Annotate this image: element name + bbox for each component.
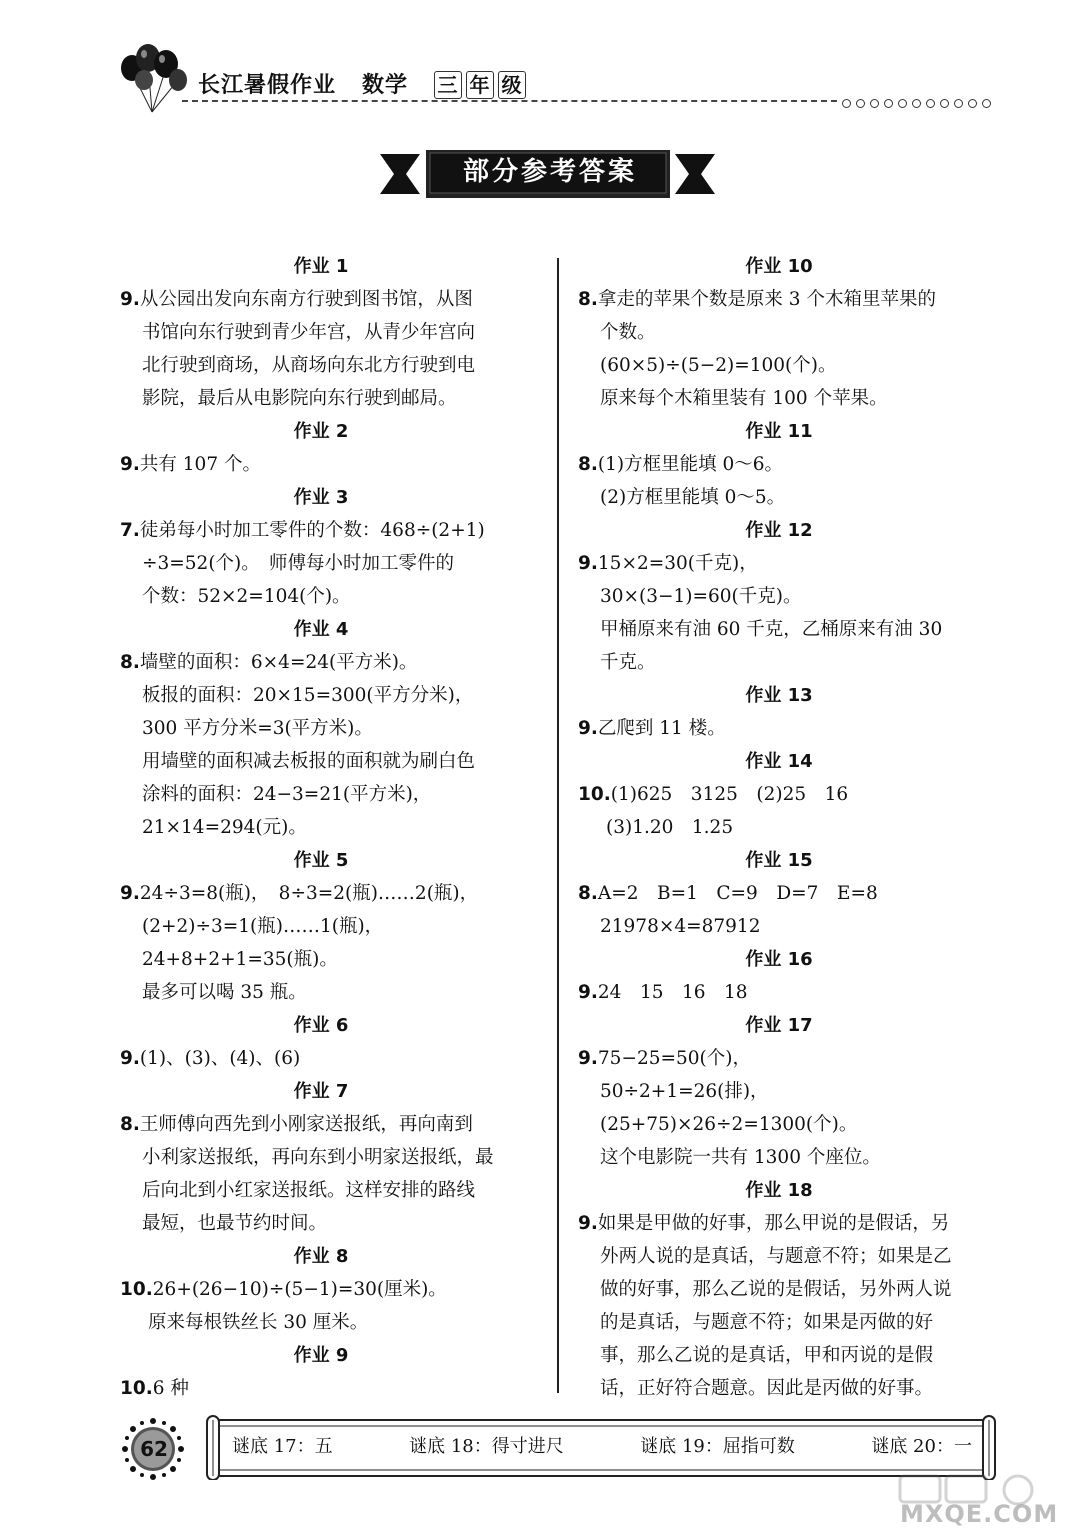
answer-line: 话，正好符合题意。因此是丙做的好事。 (600, 1378, 934, 1399)
answer-item (578, 547, 998, 679)
answer-line: 最多可以喝 35 瓶。 (142, 982, 307, 1003)
answer-line: 26+(26−10)÷(5−1)=30(厘米)。 (152, 1279, 447, 1300)
question-number: 9. (578, 1048, 598, 1069)
answer-line: (2+2)÷3=1(瓶)……1(瓶)， (142, 916, 384, 937)
grade-char: 年 (466, 71, 494, 99)
riddle-answer: 谜底 18：得寸进尺 (409, 1436, 564, 1457)
left-column (120, 250, 540, 1405)
answer-item (578, 1207, 998, 1405)
answer-line: 徒弟每小时加工零件的个数：468÷(2+1) (139, 520, 485, 541)
answer-line: 涂料的面积：24−3=21(平方米)， (142, 784, 432, 805)
series-name: 长江暑假作业 (198, 73, 337, 98)
question-number: 10. (120, 1378, 153, 1399)
question-number: 8. (120, 652, 140, 673)
page-header (0, 0, 1074, 120)
section-title: 作业 14 (745, 751, 813, 772)
answer-line: 拿走的苹果个数是原来 3 个木箱里苹果的 (597, 289, 936, 310)
answer-item (578, 778, 998, 844)
answer-item (578, 448, 998, 514)
answer-line: 影院，最后从电影院向东行驶到邮局。 (142, 388, 457, 409)
answer-line: 从公园出发向东南方行驶到图书馆，从图 (139, 289, 473, 310)
section-title: 作业 11 (745, 421, 813, 442)
section-title: 作业 8 (293, 1246, 349, 1267)
answer-line: (1)方框里能填 0～6。 (597, 454, 784, 475)
balloons-icon (118, 42, 188, 114)
answer-line: 书馆向东行驶到青少年宫，从青少年宫向 (142, 322, 476, 343)
section-title: 作业 2 (293, 421, 349, 442)
section-title: 作业 1 (293, 256, 349, 277)
answer-line: 24÷3=8(瓶)， 8÷3=2(瓶)……2(瓶)， (139, 883, 479, 904)
question-number: 9. (120, 1048, 140, 1069)
answer-line: 北行驶到商场，从商场向东北方行驶到电 (142, 355, 476, 376)
answer-line: 千克。 (600, 652, 656, 673)
question-number: 9. (120, 883, 140, 904)
answer-line: 的是真话，与题意不符；如果是丙做的好 (600, 1312, 934, 1333)
question-number: 9. (120, 454, 140, 475)
riddle-answers (232, 1432, 972, 1462)
section-title: 作业 13 (745, 685, 813, 706)
answer-line: 如果是甲做的好事，那么甲说的是假话，另 (597, 1213, 950, 1234)
answer-line: 300 平方分米=3(平方米)。 (142, 718, 373, 739)
answer-line: 板报的面积：20×15=300(平方分米)， (142, 685, 474, 706)
section-title: 作业 17 (745, 1015, 813, 1036)
answer-item (120, 1273, 540, 1339)
answer-line: 外两人说的是真话，与题意不符；如果是乙 (600, 1246, 952, 1267)
answer-line: 小利家送报纸，再向东到小明家送报纸，最 (142, 1147, 494, 1168)
question-number: 7. (120, 520, 140, 541)
answer-line: 用墙壁的面积减去板报的面积就为刷白色 (142, 751, 476, 772)
question-number: 10. (120, 1279, 153, 1300)
answer-line: 50÷2+1=26(排)， (600, 1081, 769, 1102)
question-number: 9. (578, 553, 598, 574)
answer-line: 后向北到小红家送报纸。这样安排的路线 (142, 1180, 476, 1201)
answer-line: (1)625 3125 (2)25 16 (610, 784, 849, 805)
answer-line: 24+8+2+1=35(瓶)。 (142, 949, 338, 970)
answer-line: (3)1.20 1.25 (606, 817, 734, 838)
answer-item (120, 1372, 540, 1405)
answer-line: 王师傅向西先到小刚家送报纸，再向南到 (139, 1114, 473, 1135)
answer-item (120, 646, 540, 844)
answer-line: ÷3=52(个)。 师傅每小时加工零件的 (142, 553, 454, 574)
header-divider (182, 100, 837, 102)
question-number: 9. (120, 289, 140, 310)
page-number: 62 (140, 1437, 168, 1461)
watermark-text: MXQE.COM (900, 1500, 1059, 1528)
answer-line: (1)、(3)、(4)、(6) (139, 1048, 301, 1069)
section-title: 作业 7 (293, 1081, 349, 1102)
right-column (578, 250, 998, 1405)
section-title: 作业 12 (745, 520, 813, 541)
section-title: 作业 3 (293, 487, 349, 508)
answer-item (578, 976, 998, 1009)
question-number: 9. (578, 718, 598, 739)
answer-line: 原来每个木箱里装有 100 个苹果。 (600, 388, 888, 409)
riddle-answer: 谜底 20：一 (871, 1436, 972, 1457)
answer-line: 75−25=50(个)， (597, 1048, 751, 1069)
question-number: 9. (578, 982, 598, 1003)
answer-line: 最短，也最节约时间。 (142, 1213, 328, 1234)
answer-item (120, 1042, 540, 1075)
header-title (198, 68, 530, 99)
answer-line: (2)方框里能填 0～5。 (600, 487, 786, 508)
question-number: 9. (578, 1213, 598, 1234)
answer-line: 21978×4=87912 (600, 916, 761, 937)
answer-line: 6 种 (152, 1378, 189, 1399)
answer-line: 墙壁的面积：6×4=24(平方米)。 (139, 652, 418, 673)
subject-name: 数学 (362, 73, 409, 98)
question-number: 10. (578, 784, 611, 805)
section-title: 作业 18 (745, 1180, 813, 1201)
riddle-answer: 谜底 19：屈指可数 (640, 1436, 795, 1457)
section-title: 作业 16 (745, 949, 813, 970)
question-number: 8. (120, 1114, 140, 1135)
section-title: 作业 4 (293, 619, 349, 640)
answer-item (120, 877, 540, 1009)
answer-line: 甲桶原来有油 60 千克，乙桶原来有油 30 (600, 619, 943, 640)
answer-line: 21×14=294(元)。 (142, 817, 307, 838)
answer-line: 个数：52×2=104(个)。 (142, 586, 351, 607)
answer-item (120, 1108, 540, 1240)
answer-item (578, 712, 998, 745)
section-title: 作业 10 (745, 256, 813, 277)
answer-line: 个数。 (600, 322, 656, 343)
answer-line: 15×2=30(千克)， (597, 553, 758, 574)
question-number: 8. (578, 454, 598, 475)
section-title: 作业 15 (745, 850, 813, 871)
answer-line: 24 15 16 18 (597, 982, 748, 1003)
answer-line: 乙爬到 11 楼。 (597, 718, 726, 739)
answer-item (578, 877, 998, 943)
section-title: 作业 9 (293, 1345, 349, 1366)
answer-item (120, 448, 540, 481)
answer-item (578, 283, 998, 415)
answer-item (120, 514, 540, 613)
answer-line: 这个电影院一共有 1300 个座位。 (600, 1147, 881, 1168)
riddle-answer: 谜底 17：五 (232, 1436, 333, 1457)
answer-line: A=2 B=1 C=9 D=7 E=8 (597, 883, 878, 904)
answer-line: 做的好事，那么乙说的是假话，另外两人说 (600, 1279, 952, 1300)
question-number: 8. (578, 289, 598, 310)
grade-char: 级 (498, 71, 526, 99)
answer-line: 原来每根铁丝长 30 厘米。 (148, 1312, 369, 1333)
column-divider (557, 258, 559, 1393)
question-number: 8. (578, 883, 598, 904)
answer-line: 30×(3−1)=60(千克)。 (600, 586, 802, 607)
section-title: 作业 6 (293, 1015, 349, 1036)
answer-line: 事，那么乙说的是真话，甲和丙说的是假 (600, 1345, 934, 1366)
header-dots (842, 93, 996, 112)
grade-char: 三 (434, 71, 462, 99)
section-title: 作业 5 (293, 850, 349, 871)
answer-item (120, 283, 540, 415)
answer-item (578, 1042, 998, 1174)
answer-line: 共有 107 个。 (139, 454, 261, 475)
answer-line: (25+75)×26÷2=1300(个)。 (600, 1114, 858, 1135)
banner-title: 部分参考答案 (462, 157, 637, 187)
answer-line: (60×5)÷(5−2)=100(个)。 (600, 355, 837, 376)
